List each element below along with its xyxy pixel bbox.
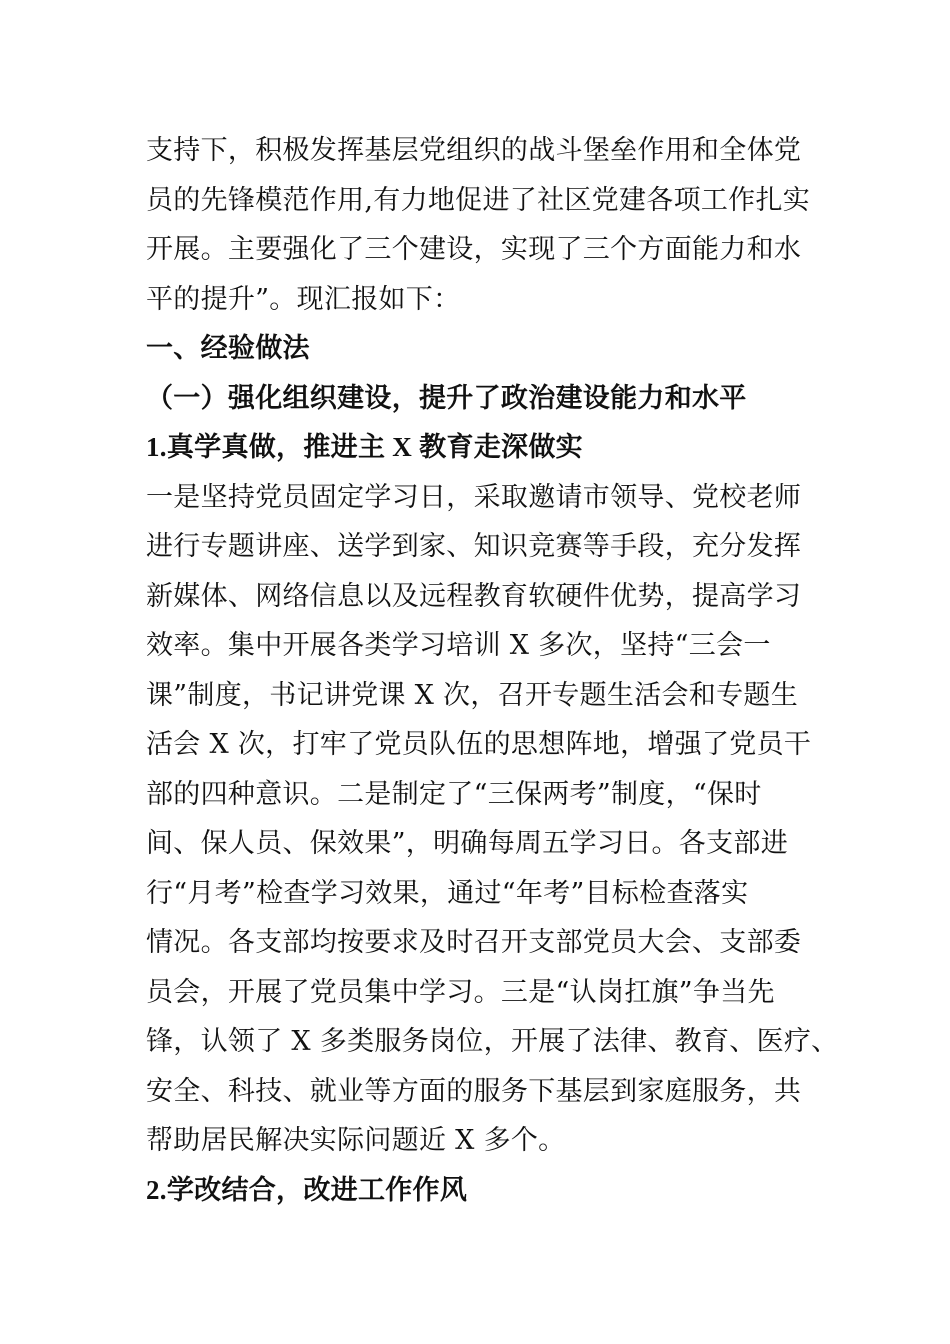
body-line-9: 课”制度，书记讲党课 X 次，召开专题生活会和专题生 xyxy=(146,679,798,711)
body-line-5: 一是坚持党员固定学习日，采取邀请市领导、党校老师 xyxy=(146,481,802,513)
document-body xyxy=(146,126,839,1215)
body-line-8: 效率。集中开展各类学习培训 X 多次，坚持“三会一 xyxy=(146,630,771,661)
body-line-4: 平的提升”。现汇报如下： xyxy=(146,283,461,315)
section-heading-1: 一、经验做法 xyxy=(146,333,310,364)
body-line-15: 员会，开展了党员集中学习。三是“认岗扛旗”争当先 xyxy=(146,976,775,1008)
body-line-3: 开展。主要强化了三个建设，实现了三个方面能力和水 xyxy=(146,234,802,265)
body-line-16: 锋，认领了 X 多类服务岗位，开展了法律、教育、医疗、 xyxy=(146,1026,839,1057)
item-heading-2: 2.学改结合，改进工作作风 xyxy=(146,1174,468,1205)
body-line-11: 部的四种意识。二是制定了“三保两考”制度，“保时 xyxy=(146,778,762,810)
body-line-13: 行“月考”检查学习效果，通过“年考”目标检查落实 xyxy=(146,877,749,909)
body-line-12: 间、保人员、保效果”，明确每周五学习日。各支部进 xyxy=(146,828,789,859)
body-line-7: 新媒体、网络信息以及远程教育软硬件优势，提高学习 xyxy=(146,580,802,612)
item-heading-1: 1.真学真做，推进主 X 教育走深做实 xyxy=(146,432,583,462)
body-line-2: 员的先锋模范作用,有力地促进了社区党建各项工作扎实 xyxy=(146,184,811,216)
body-line-17: 安全、科技、就业等方面的服务下基层到家庭服务，共 xyxy=(146,1075,802,1107)
body-line-10: 活会 X 次，打牢了党员队伍的思想阵地，增强了党员干 xyxy=(146,729,812,760)
body-line-6: 进行专题讲座、送学到家、知识竞赛等手段，充分发挥 xyxy=(146,531,802,562)
subsection-heading-1: （一）强化组织建设，提升了政治建设能力和水平 xyxy=(146,382,747,414)
body-line-14: 情况。各支部均按要求及时召开支部党员大会、支部委 xyxy=(146,927,802,958)
body-line-1: 支持下，积极发挥基层党组织的战斗堡垒作用和全体党 xyxy=(146,135,802,166)
body-line-18: 帮助居民解决实际问题近 X 多个。 xyxy=(146,1125,566,1156)
